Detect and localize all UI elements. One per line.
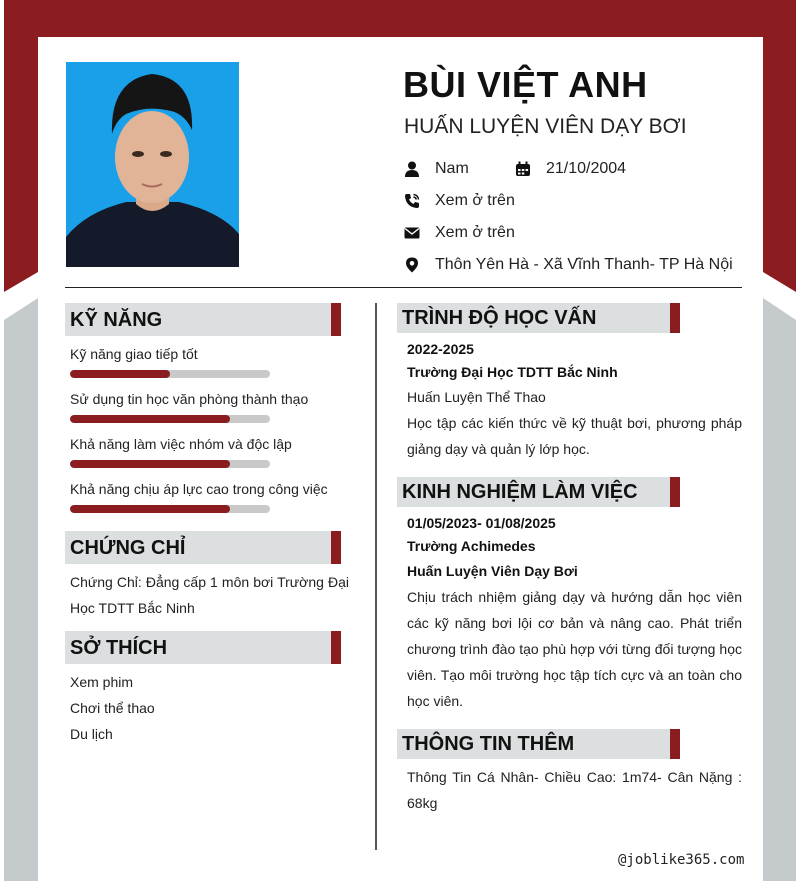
frame-right-red [763, 0, 796, 292]
address-row [404, 256, 733, 274]
header-band [4, 0, 796, 37]
frame-left-red [4, 0, 38, 292]
skill-bar [70, 505, 270, 513]
additional-heading [397, 729, 680, 759]
experience-heading [397, 477, 680, 507]
education-period: 2022-2025 [407, 341, 474, 357]
phone-row [404, 192, 515, 210]
skill-label: Kỹ năng giao tiếp tốt [70, 346, 198, 362]
email-value: Xem ở trên [435, 224, 515, 241]
candidate-name: BÙI VIỆT ANH [403, 64, 648, 105]
experience-position: Huấn Luyện Viên Dạy Bơi [407, 563, 578, 579]
heading-accent [670, 303, 680, 333]
additional-text: Thông Tin Cá Nhân- Chiều Cao: 1m74- Cân Nặng : 68kg [407, 769, 742, 811]
frame-left-grey [4, 298, 38, 881]
map-pin-icon [404, 257, 420, 273]
watermark: @joblike365.com [618, 852, 745, 868]
education-school: Trường Đại Học TDTT Bắc Ninh [407, 364, 618, 380]
skill-bar-fill [70, 505, 230, 513]
heading-accent [670, 477, 680, 507]
user-icon [404, 161, 420, 177]
hobby-item: Chơi thể thao [70, 700, 155, 716]
hobby-item: Du lịch [70, 726, 113, 742]
gender-row [404, 160, 469, 178]
skills-heading [65, 303, 341, 336]
experience-company: Trường Achimedes [407, 538, 536, 554]
education-description: Học tập các kiến thức về kỹ thuật bơi, phương pháp giảng dạy và quản lý lớp học. [407, 415, 742, 457]
skill-label: Khả năng chịu áp lực cao trong công việc [70, 481, 328, 497]
certificates-heading [65, 531, 341, 564]
birthday-row [515, 160, 626, 178]
job-title: HUẤN LUYỆN VIÊN DẠY BƠI [404, 115, 687, 138]
education-heading [397, 303, 680, 333]
skill-bar-fill [70, 460, 230, 468]
skill-bar-fill [70, 415, 230, 423]
certificate-text: Chứng Chỉ: Đẳng cấp 1 môn bơi Trường Đại Học TDTT Bắc Ninh [70, 574, 349, 616]
address-value: Thôn Yên Hà - Xã Vĩnh Thanh- TP Hà Nội [435, 256, 733, 273]
experience-period: 01/05/2023- 01/08/2025 [407, 515, 556, 531]
skill-bar-fill [70, 370, 170, 378]
calendar-icon [515, 161, 531, 177]
phone-icon [404, 193, 420, 209]
phone-value: Xem ở trên [435, 192, 515, 209]
additional-title: THÔNG TIN THÊM [402, 733, 575, 755]
experience-title: KINH NGHIỆM LÀM VIỆC [402, 481, 638, 503]
experience-description: Chịu trách nhiệm giảng dạy và hướng dẫn học viên các kỹ năng bơi lội cơ bản và nâng cao. Phát triển chương trình đào tạo phù hợp với từng đối tượng học viên. Tạo môi trường học tập tích cực và an toàn cho học viên. [407, 589, 742, 709]
header-divider [65, 287, 742, 288]
education-title: TRÌNH ĐỘ HỌC VẤN [402, 307, 597, 329]
heading-accent [331, 303, 341, 336]
birthday-value: 21/10/2004 [546, 160, 627, 177]
heading-accent [331, 531, 341, 564]
email-row [404, 224, 515, 242]
column-divider [375, 303, 377, 850]
certificates-title: CHỨNG CHỈ [70, 537, 186, 559]
hobby-item: Xem phim [70, 674, 134, 690]
skill-label: Khả năng làm việc nhóm và độc lập [70, 436, 292, 452]
envelope-icon [404, 225, 420, 241]
skill-label: Sử dụng tin học văn phòng thành thạo [70, 391, 309, 407]
hobbies-heading [65, 631, 341, 664]
gender-value: Nam [435, 160, 469, 177]
profile-photo [66, 62, 239, 267]
skill-bar [70, 460, 270, 468]
skill-bar [70, 415, 270, 423]
frame-right-grey [763, 298, 796, 881]
heading-accent [670, 729, 680, 759]
hobbies-title: SỞ THÍCH [70, 637, 168, 659]
skill-bar [70, 370, 270, 378]
heading-accent [331, 631, 341, 664]
education-major: Huấn Luyện Thể Thao [407, 389, 546, 405]
skills-title: KỸ NĂNG [70, 309, 163, 331]
